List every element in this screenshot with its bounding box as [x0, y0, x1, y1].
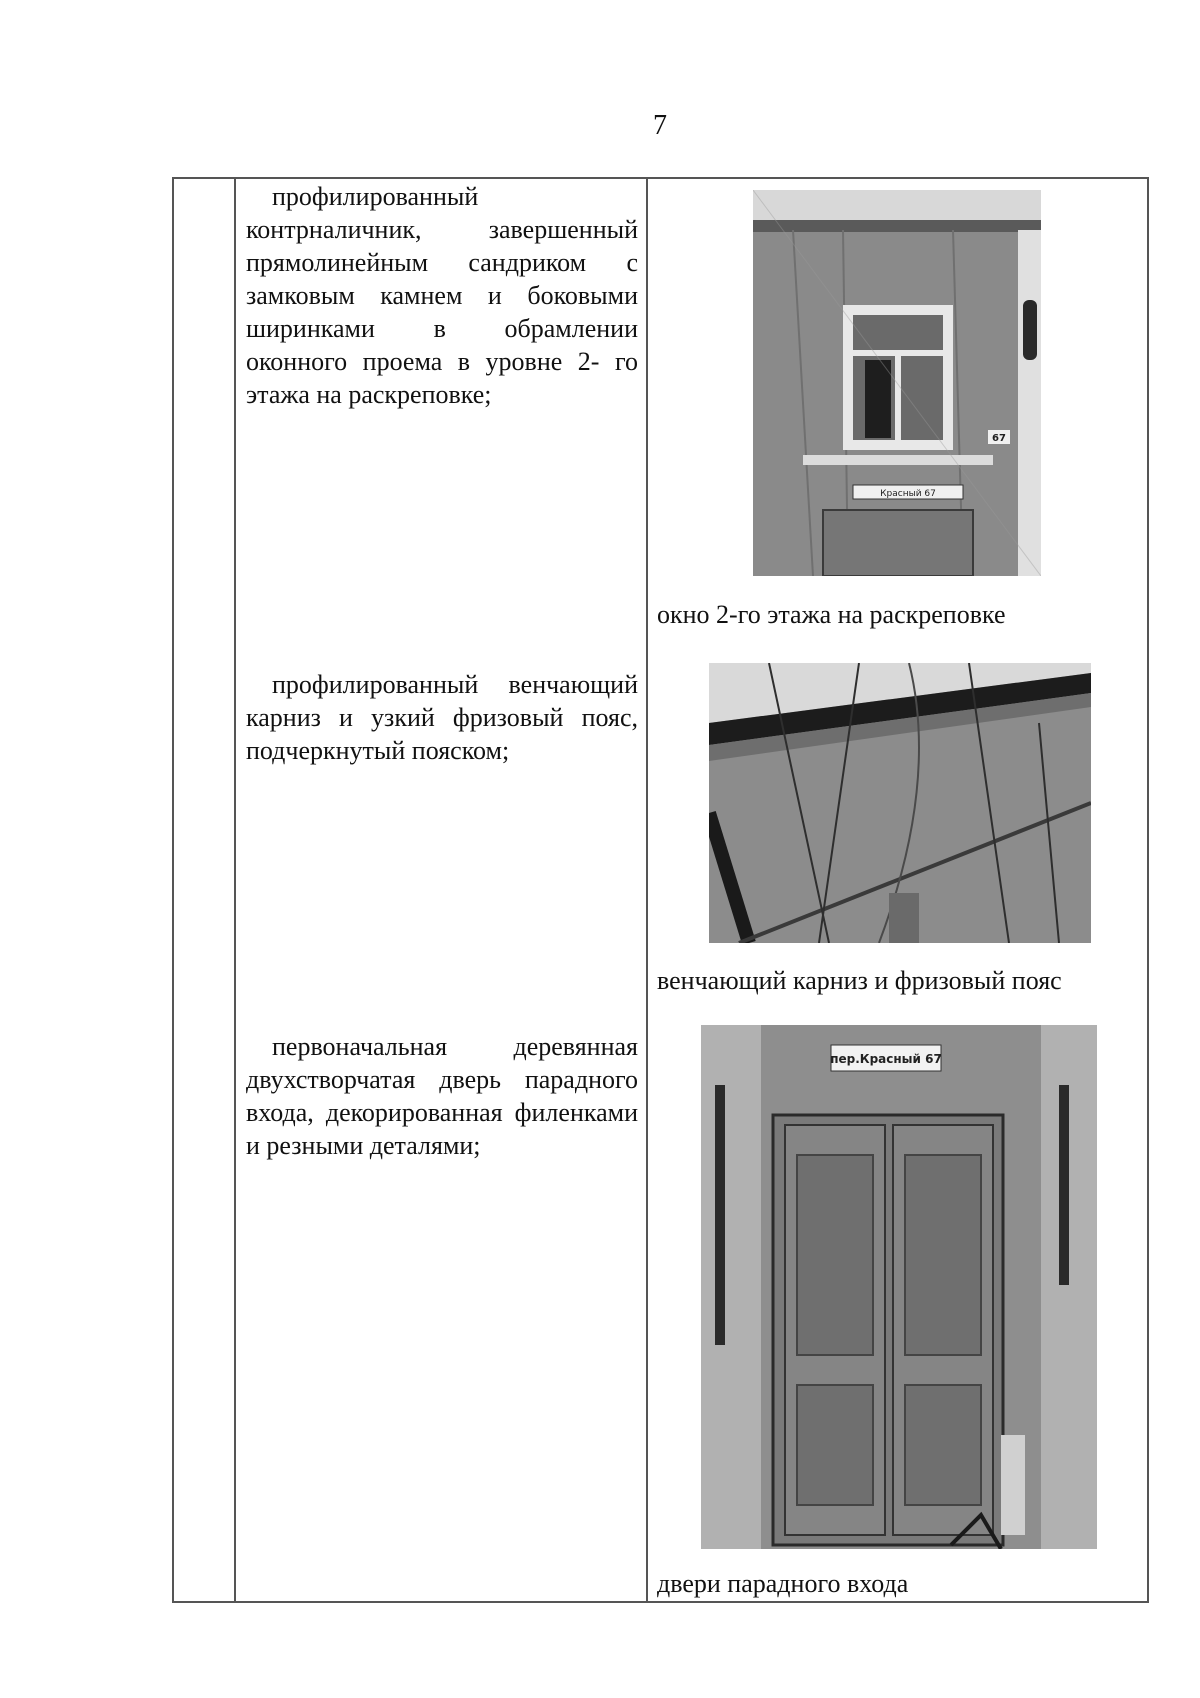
table-row	[246, 180, 638, 411]
table-column-divider	[234, 177, 236, 1603]
table-column-divider	[646, 177, 648, 1603]
photo-label: пер.Красный 67	[830, 1052, 942, 1066]
photo-label: Красный 67	[880, 489, 936, 499]
photo-cornice-icon	[709, 663, 1091, 943]
photo-caption: двери парадного входа	[657, 1569, 909, 1598]
photo-caption: окно 2-го этажа на раскреповке	[657, 600, 1006, 629]
row-description: профилированный венчающий карниз и узкий фризовый пояс, подчеркнутый пояском;	[246, 670, 638, 765]
photo-label: 67	[992, 433, 1006, 444]
photo-caption: венчающий карниз и фризовый пояс	[657, 966, 1062, 995]
table-row	[246, 1030, 638, 1162]
photo-door-icon	[701, 1025, 1097, 1549]
table-row	[246, 668, 638, 767]
page-number: 7	[653, 110, 667, 141]
row-description: профилированный контрналичник, завершенный прямолинейным сандриком с замковым камнем и боковыми ширинками в обрамлении оконного проема в уровне 2- го этажа на раскреповке;	[246, 182, 638, 409]
row-description: первоначальная деревянная двухстворчатая дверь парадного входа, декорированная филенками и резными деталями;	[246, 1032, 638, 1160]
photo-window-icon	[753, 190, 1041, 576]
